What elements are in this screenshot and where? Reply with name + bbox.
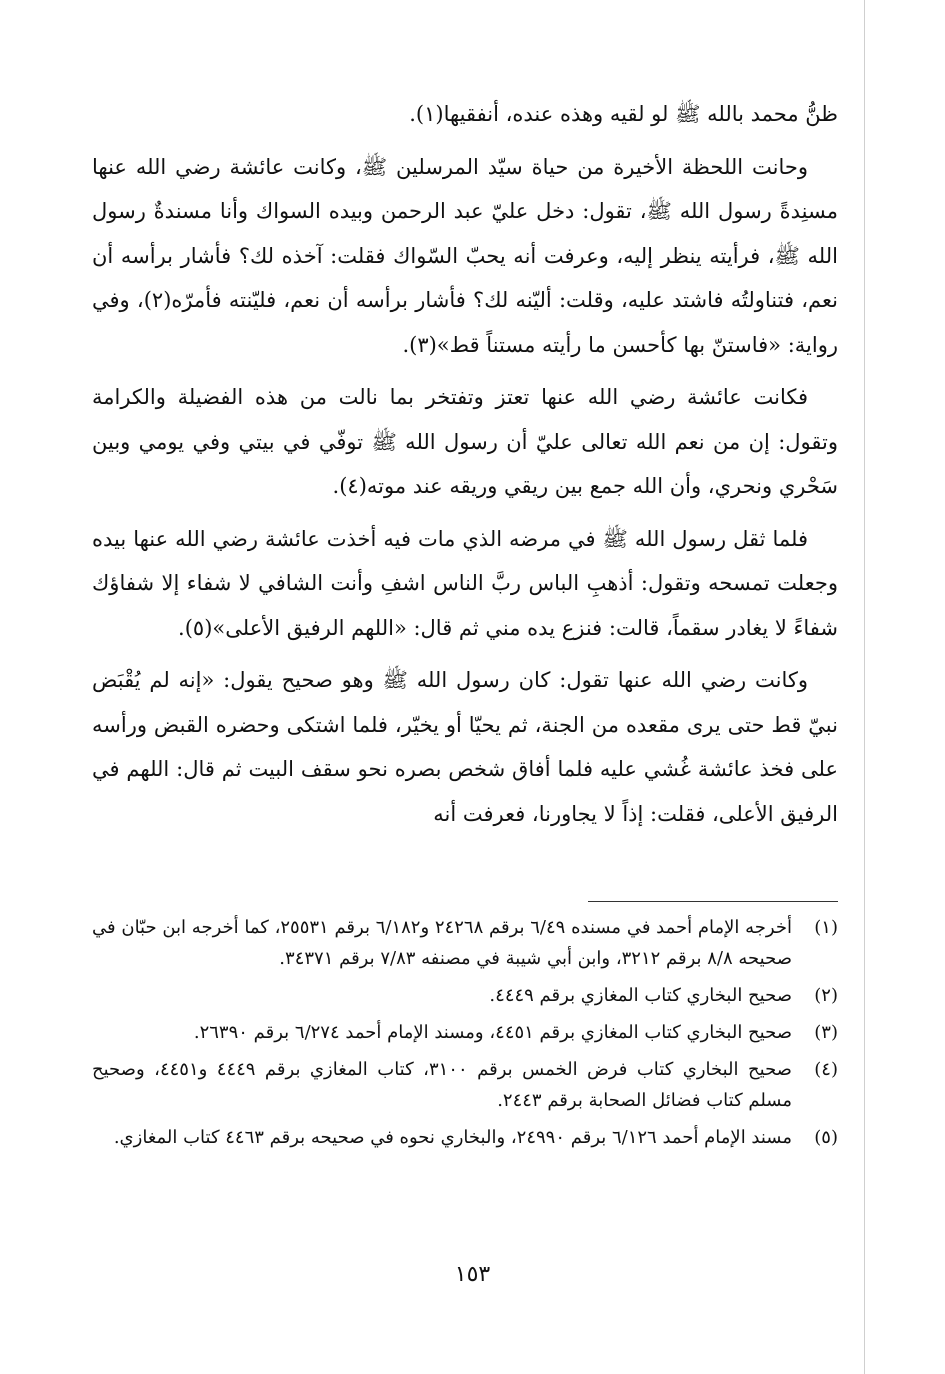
footnote-5: [92, 1122, 838, 1153]
page-edge-line: [864, 0, 865, 1374]
footnote-number: (٢): [814, 985, 838, 1006]
footnote-number: (٣): [814, 1022, 838, 1043]
paragraph-4: فلما ثقل رسول الله ﷺ في مرضه الذي مات فيه أخذت عائشة رضي الله عنها بيده وجعلت تمسحه وتقول: أذهبِ الباس ربَّ الناس اشفِ وأنت الشافي لا شفاء إلا شفاؤك شفاءً لا يغادر سقماً، قالت: فنزع يده مني ثم قال: «اللهم الرفيق الأعلى»(٥).: [92, 526, 838, 640]
footnote-number: (١): [814, 917, 838, 938]
footnote-text: أخرجه الإمام أحمد في مسنده ٦/٤٩ برقم ٢٤٢٦٨ و٦/١٨٢ برقم ٢٥٥٣١، كما أخرجه ابن حبّان في صحيحه ٨/٨ برقم ٣٢١٢، وابن أبي شيبة في مصنفه ٧/٨٣ برقم ٣٤٣٧١.: [92, 917, 792, 969]
footnote-text: صحيح البخاري كتاب فرض الخمس برقم ٣١٠٠، كتاب المغازي برقم ٤٤٤٩ و٤٤٥١، وصحيح مسلم كتاب فضائل الصحابة برقم ٢٤٤٣.: [92, 1059, 792, 1111]
footnotes: [92, 912, 838, 1159]
footnote-text: مسند الإمام أحمد ٦/١٢٦ برقم ٢٤٩٩٠، والبخاري نحوه في صحيحه برقم ٤٤٦٣ كتاب المغازي.: [113, 1127, 792, 1148]
footnote-2: [92, 980, 838, 1011]
footnote-separator: [588, 901, 838, 902]
main-text: [92, 92, 838, 844]
footnote-text: صحيح البخاري كتاب المغازي برقم ٤٤٥١، ومسند الإمام أحمد ٦/٢٧٤ برقم ٢٦٣٩٠.: [193, 1022, 792, 1043]
page-number: ١٥٣: [454, 1262, 491, 1287]
footnote-number: (٤): [814, 1059, 838, 1080]
footnote-3: [92, 1017, 838, 1048]
footnote-number: (٥): [814, 1127, 838, 1148]
paragraph-3: فكانت عائشة رضي الله عنها تعتز وتفتخر بما نالت من هذه الفضيلة والكرامة وتقول: إن من نعم الله تعالى عليّ أن رسول الله ﷺ توفّي في بيتي وفي يومي وبين سَحْري ونحري، وأن الله جمع بين ريقي وريقه عند موته(٤).: [92, 385, 838, 498]
footnote-text: صحيح البخاري كتاب المغازي برقم ٤٤٤٩.: [489, 985, 792, 1006]
paragraph-1: ظنُّ محمد بالله ﷺ لو لقيه وهذه عنده، أنفقيها(١).: [409, 102, 838, 126]
footnote-1: [92, 912, 838, 974]
footnote-4: [92, 1054, 838, 1116]
paragraph-5: وكانت رضي الله عنها تقول: كان رسول الله ﷺ وهو صحيح يقول: «إنه لم يُقْبَض نبيّ قط حتى يرى مقعده من الجنة، ثم يحيّا أو يخيّر، فلما اشتكى وحضره القبض ورأسه على فخذ عائشة غُشي عليه فلما أفاق شخص بصره نحو سقف البيت ثم قال: اللهم في الرفيق الأعلى، فقلت: إذاً لا يجاورنا، فعرفت أنه: [92, 668, 838, 826]
paragraph-2: وحانت اللحظة الأخيرة من حياة سيّد المرسلين ﷺ، وكانت عائشة رضي الله عنها مسنِدةً رسول الله ﷺ، تقول: دخل عليّ عبد الرحمن وبيده السواك وأنا مسندةٌ رسول الله ﷺ، فرأيته ينظر إليه، وعرفت أنه يحبّ السّواك فقلت: آخذه لك؟ فأشار برأسه أن نعم، فتناولتُه فاشتد عليه، وقلت: أليّنه لك؟ فأشار برأسه أن نعم، فليّنته فأمرّه(٢)، وفي رواية: «فاستنّ بها كأحسن ما رأيته مستناً قط»(٣).: [92, 154, 838, 357]
